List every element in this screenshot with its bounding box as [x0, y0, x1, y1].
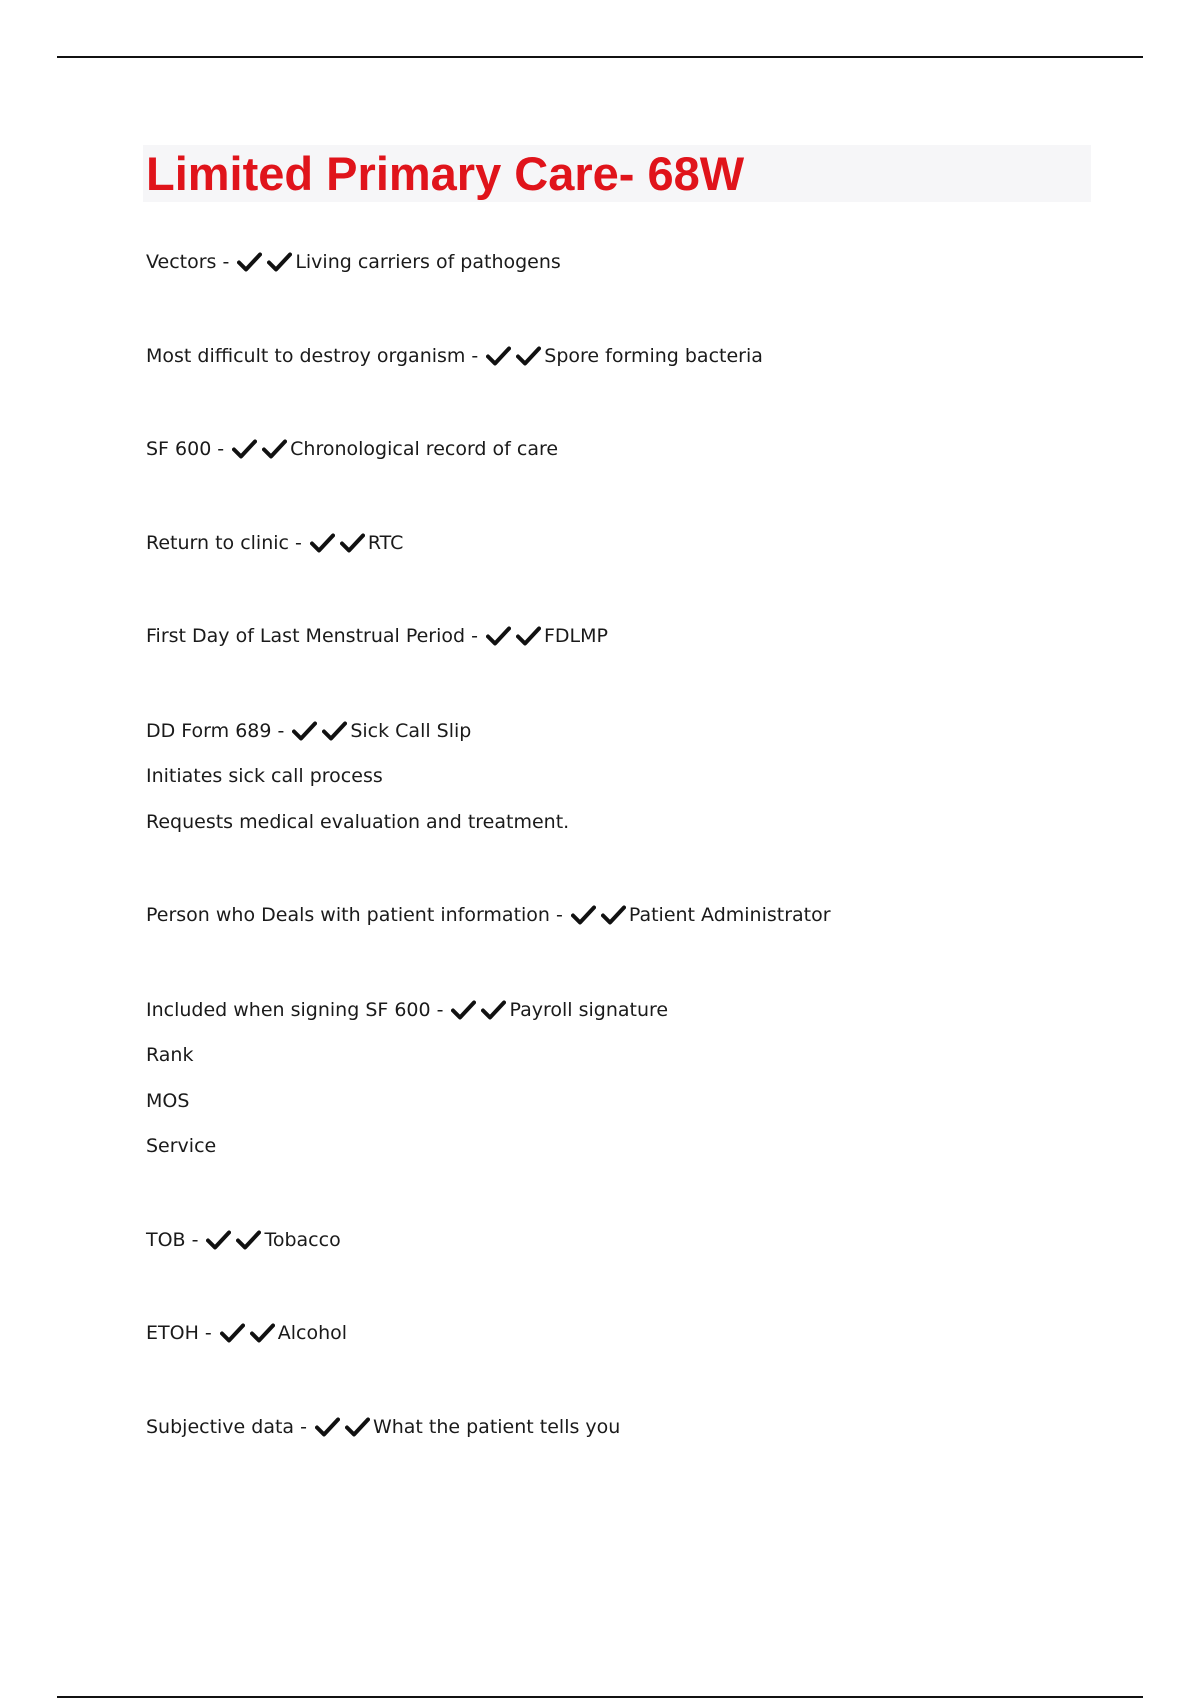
answer-text: Tobacco [264, 1229, 341, 1251]
answer-text: Sick Call Slip [350, 720, 472, 742]
top-rule [57, 56, 1143, 58]
check-mark-icon [292, 721, 317, 741]
separator: - [555, 904, 563, 926]
check-mark-icon [206, 1230, 231, 1250]
check-mark-icon [571, 905, 596, 925]
qa-line [146, 720, 1146, 742]
flashcard-entry [146, 1416, 1146, 1438]
flashcard-entry [146, 625, 1146, 647]
separator: - [294, 532, 302, 554]
question-text: TOB [146, 1229, 186, 1251]
separator: - [222, 251, 230, 273]
check-mark-icon [322, 721, 347, 741]
flashcard-entry [146, 438, 1146, 460]
check-mark-icon [310, 533, 335, 553]
qa-line [146, 1416, 1146, 1438]
check-mark-icon [250, 1323, 275, 1343]
flashcard-entry [146, 904, 1146, 926]
qa-line [146, 904, 1146, 926]
check-mark-icon [516, 626, 541, 646]
check-mark-icon [481, 1000, 506, 1020]
check-mark-icon [516, 346, 541, 366]
extra-line: Service [146, 1135, 217, 1157]
flashcard-entry [146, 999, 1146, 1157]
answer-text: Patient Administrator [628, 904, 831, 926]
question-text: First Day of Last Menstrual Period [146, 625, 466, 647]
question-text: Vectors [146, 251, 217, 273]
check-mark-icon [232, 439, 257, 459]
extra-line: Rank [146, 1044, 194, 1066]
question-text: SF 600 [146, 438, 212, 460]
qa-line [146, 532, 1146, 554]
check-mark-icon [486, 626, 511, 646]
check-mark-icon [486, 346, 511, 366]
separator: - [204, 1322, 212, 1344]
separator: - [217, 438, 225, 460]
separator: - [471, 345, 479, 367]
check-mark-icon [451, 1000, 476, 1020]
question-text: ETOH [146, 1322, 199, 1344]
extra-line: Initiates sick call process [146, 765, 383, 787]
flashcard-entry [146, 251, 1146, 273]
extra-line: MOS [146, 1090, 190, 1112]
check-mark-icon [345, 1417, 370, 1437]
extra-line: Requests medical evaluation and treatment. [146, 811, 570, 833]
check-mark-icon [262, 439, 287, 459]
check-mark-icon [315, 1417, 340, 1437]
question-text: Most difficult to destroy organism [146, 345, 466, 367]
answer-text: What the patient tells you [372, 1416, 621, 1438]
qa-line [146, 438, 1146, 460]
separator: - [300, 1416, 307, 1438]
answer-text: RTC [367, 532, 404, 554]
document-title: Limited Primary Care- 68W [146, 147, 745, 200]
check-mark-icon [601, 905, 626, 925]
separator: - [471, 625, 478, 647]
separator: - [191, 1229, 199, 1251]
flashcard-entry [146, 345, 1146, 367]
qa-line [146, 1229, 1146, 1251]
qa-line [146, 999, 1146, 1021]
answer-text: Payroll signature [509, 999, 669, 1021]
question-text: DD Form 689 [146, 720, 272, 742]
question-text: Included when signing SF 600 [146, 999, 431, 1021]
separator: - [277, 720, 285, 742]
bottom-rule [57, 1696, 1143, 1698]
qa-line [146, 251, 1146, 273]
check-mark-icon [340, 533, 365, 553]
check-mark-icon [267, 252, 292, 272]
check-mark-icon [237, 252, 262, 272]
answer-text: Alcohol [277, 1322, 348, 1344]
answer-text: FDLMP [543, 625, 608, 647]
separator: - [436, 999, 444, 1021]
check-mark-icon [220, 1323, 245, 1343]
qa-line [146, 1322, 1146, 1344]
flashcard-entry [146, 1322, 1146, 1344]
question-text: Person who Deals with patient information [146, 904, 550, 926]
flashcard-entry [146, 1229, 1146, 1251]
answer-text: Spore forming bacteria [544, 345, 763, 367]
answer-text: Living carriers of pathogens [295, 251, 561, 273]
qa-line [146, 625, 1146, 647]
check-mark-icon [236, 1230, 261, 1250]
question-text: Subjective data [146, 1416, 295, 1438]
qa-line [146, 345, 1146, 367]
answer-text: Chronological record of care [290, 438, 559, 460]
flashcard-entry [146, 532, 1146, 554]
question-text: Return to clinic [146, 532, 289, 554]
flashcard-entry [146, 720, 1146, 833]
